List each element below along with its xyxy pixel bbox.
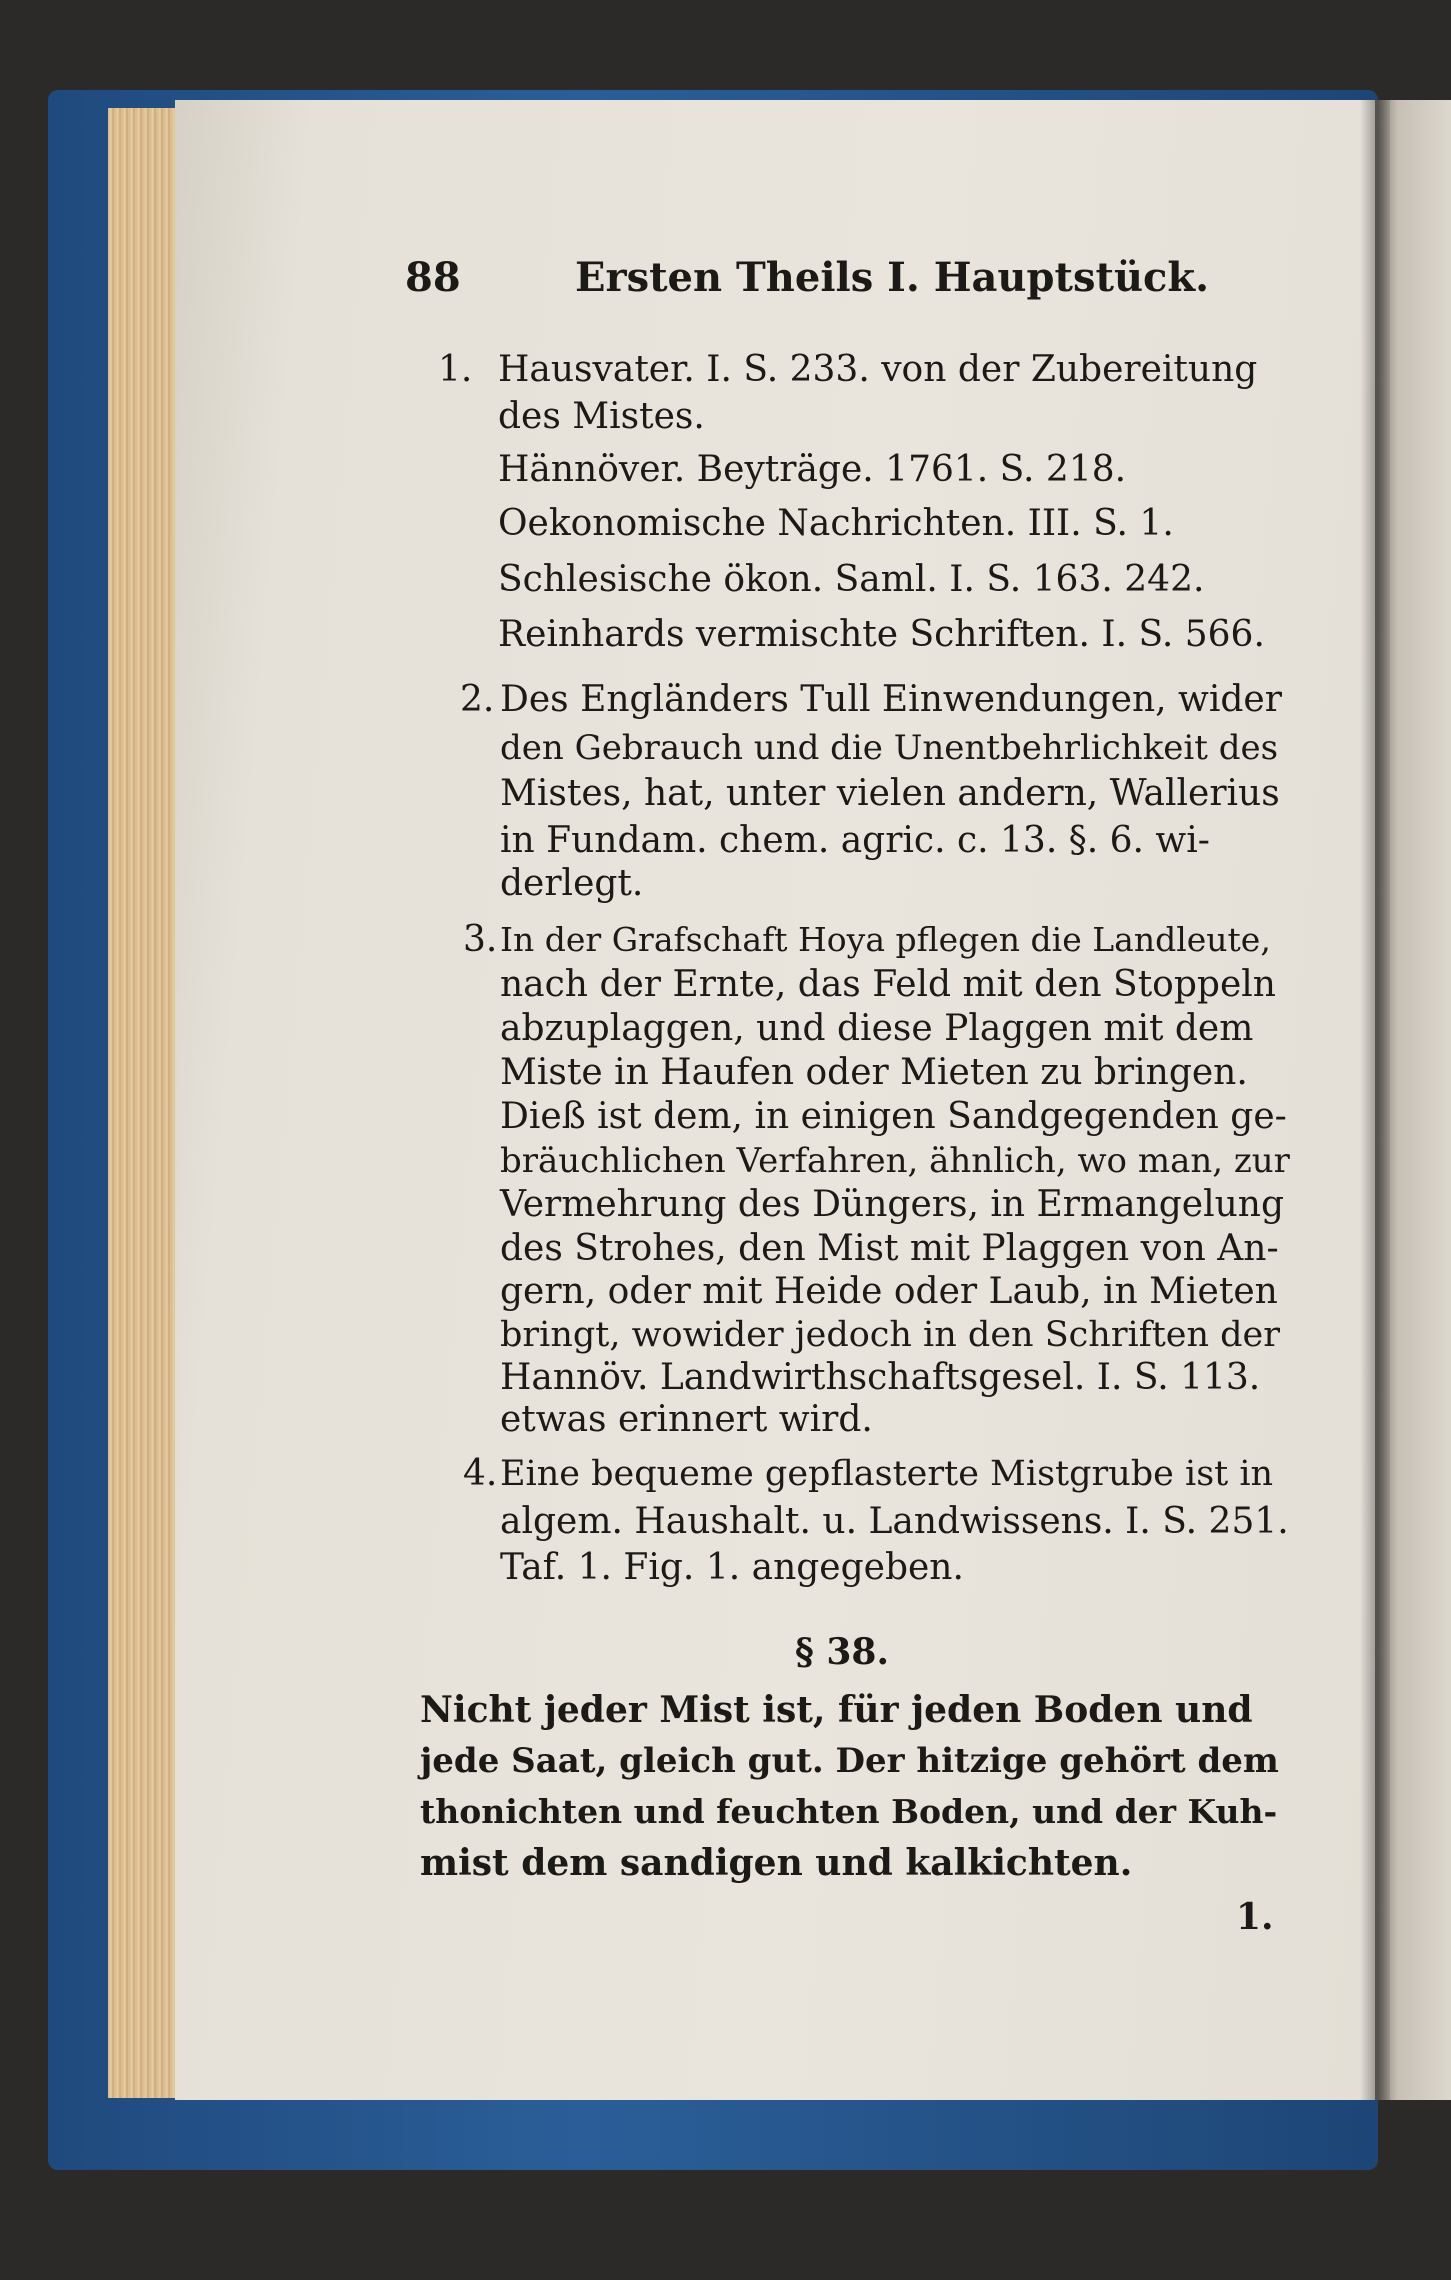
note-3-line: des Strohes, den Mist mit Plaggen von An- bbox=[500, 1228, 1279, 1269]
note-number-1: 1. bbox=[438, 349, 473, 390]
note-3-line: abzuplaggen, und diese Plaggen mit dem bbox=[500, 1008, 1254, 1049]
note-3-line: nach der Ernte, das Feld mit den Stoppeln bbox=[500, 964, 1276, 1005]
note-3-line: In der Grafschaft Hoya pflegen die Landleute, bbox=[500, 920, 1271, 959]
note-3-line: gern, oder mit Heide oder Laub, in Mieten bbox=[500, 1271, 1278, 1312]
section-line: Nicht jeder Mist ist, für jeden Boden und bbox=[420, 1689, 1253, 1731]
note-4-line: algem. Haushalt. u. Landwissens. I. S. 251. bbox=[500, 1501, 1289, 1542]
note-1-line: Hännöver. Beyträge. 1761. S. 218. bbox=[498, 449, 1127, 490]
note-2-line: Des Engländers Tull Einwendungen, wider bbox=[500, 679, 1282, 720]
note-3-line: Miste in Haufen oder Mieten zu bringen. bbox=[500, 1052, 1248, 1093]
note-3-line: etwas erinnert wird. bbox=[500, 1399, 873, 1440]
section-heading: § 38. bbox=[795, 1631, 889, 1673]
note-3-line: bräuchlichen Verfahren, ähnlich, wo man, zur bbox=[500, 1141, 1290, 1181]
note-number-3: 3. bbox=[463, 919, 498, 960]
section-line: jede Saat, gleich gut. Der hitzige gehört dem bbox=[420, 1741, 1279, 1781]
note-4-line: Eine bequeme gepflasterte Mistgrube ist in bbox=[500, 1454, 1274, 1494]
note-3-line: Hannöv. Landwirthschaftsgesel. I. S. 113. bbox=[500, 1357, 1261, 1398]
note-1-line: des Mistes. bbox=[498, 396, 705, 437]
running-title: Ersten Theils I. Hauptstück. bbox=[575, 254, 1210, 301]
note-4-line: Taf. 1. Fig. 1. angegeben. bbox=[500, 1547, 964, 1588]
catchword: 1. bbox=[1236, 1896, 1274, 1938]
note-2-line: derlegt. bbox=[500, 863, 644, 904]
note-2-line: in Fundam. chem. agric. c. 13. §. 6. wi- bbox=[500, 820, 1210, 861]
note-3-line: bringt, wowider jedoch in den Schriften der bbox=[500, 1315, 1280, 1355]
note-2-line: Mistes, hat, unter vielen andern, Wallerius bbox=[500, 773, 1280, 814]
note-2-line: den Gebrauch und die Unentbehrlichkeit des bbox=[500, 728, 1279, 768]
note-1-line: Hausvater. I. S. 233. von der Zubereitung bbox=[498, 349, 1258, 390]
note-number-2: 2. bbox=[460, 679, 495, 720]
section-line: thonichten und feuchten Boden, und der Kuh- bbox=[420, 1792, 1278, 1831]
note-1-line: Schlesische ökon. Saml. I. S. 163. 242. bbox=[498, 559, 1205, 600]
section-line: mist dem sandigen und kalkichten. bbox=[420, 1842, 1133, 1884]
note-3-line: Dieß ist dem, in einigen Sandgegenden ge- bbox=[500, 1096, 1287, 1137]
page-number: 88 bbox=[405, 254, 461, 301]
note-3-line: Vermehrung des Düngers, in Ermangelung bbox=[500, 1184, 1285, 1225]
note-1-line: Oekonomische Nachrichten. III. S. 1. bbox=[498, 503, 1174, 544]
note-number-4: 4. bbox=[463, 1453, 498, 1494]
note-1-line: Reinhards vermischte Schriften. I. S. 566. bbox=[498, 614, 1265, 655]
gutter-shadow bbox=[1360, 100, 1390, 2100]
